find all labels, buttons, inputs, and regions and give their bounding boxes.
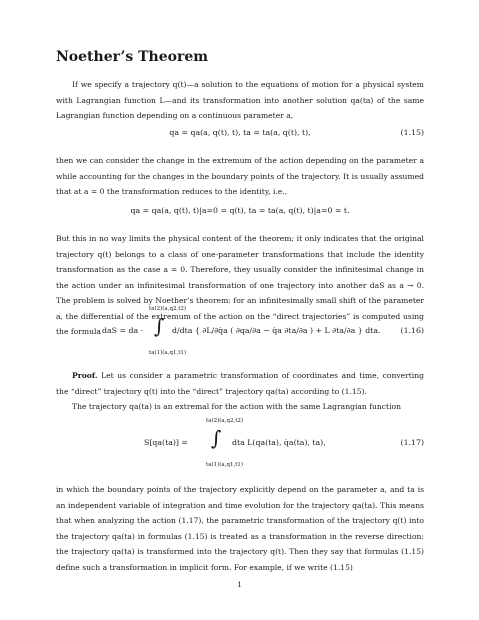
proof-label: Proof. — [72, 371, 98, 380]
paragraph-text: The trajectory qa(ta) is an extremal for the action with the same Lagrangian function — [72, 402, 402, 411]
paragraph-text: Let us consider a parametric transformation of coordinates and time, converting the “direct” trajectory q(t) into the “direct” trajectory qa(ta) according to (1.15). — [56, 371, 424, 396]
page-number: 1 — [237, 580, 242, 589]
integral-lower-limit: ta(1)(a,q1,t1) — [206, 462, 244, 468]
equation-1-15 — [56, 128, 424, 142]
paragraph-intro — [56, 77, 424, 124]
equation-1-17 — [56, 418, 424, 474]
equation-body: qa = qa(a, q(t), t)|a=0 = q(t), ta = ta(a, q(t), t)|a=0 = t. — [130, 206, 350, 215]
equation-lhs: daS = da · — [102, 326, 144, 335]
equation-rhs: dta L(qa(ta), q̇a(ta), ta), — [232, 438, 326, 447]
integral-sign: ∫ — [154, 314, 165, 338]
equation-rhs: d/dta { ∂L/∂q̇a ( ∂qa/∂a − q̇a ∂ta/∂a ) + L ∂ta/∂a } dta. — [172, 326, 381, 335]
equation-body: qa = qa(a, q(t), t), ta = ta(a, q(t), t), — [169, 128, 311, 137]
paragraph-text: then we can consider the change in the extremum of the action depending on the parameter a while accounting for the changes in the boundary points of the trajectory. It is usually assumed that at a = 0 the transformation reduces to the identity, i.e., — [56, 156, 424, 196]
page-title: Noether’s Theorem — [56, 49, 209, 65]
paragraph-text: in which the boundary points of the trajectory explicitly depend on the parameter a, and ta is an independent variable of integration and time evolution for the trajectory qa(ta). This means that when analyzing the action (1.17), the parametric transformation of the trajectory q(t) into the trajectory qa(ta) in formulas (1.15) is treated as a transformation in the reverse direction: the trajectory qa(ta) is transformed into the trajectory q(t). Then they say that formulas (1.15) define such a transformation in implicit form. For example, if we write (1.15) — [56, 485, 424, 572]
equation-number: (1.17) — [400, 438, 424, 447]
integral-sign: ∫ — [211, 426, 222, 450]
paragraph-proof — [56, 368, 424, 415]
integral-upper-limit: ta(2)(a,q2,t2) — [206, 418, 244, 424]
equation-number: (1.16) — [400, 326, 424, 335]
paragraph-text: But this in no way limits the physical content of the theorem; it only indicates that the original trajectory q(t) belongs to a class of one-parameter transformations that include the identity transformation as the case a = 0. Therefore, they usually consider the infinitesimal change in the action under an infinitesimal transformation of one trajectory into another daS as a → 0. The problem is solved by Noether’s theorem: for an infinitesimally small shift of the parameter a, the differential of the extremum of the action on the “direct trajectories” is computed using the formula — [56, 234, 424, 336]
equation-number: (1.15) — [400, 128, 424, 137]
paragraph-change — [56, 153, 424, 200]
integral-lower-limit: ta(1)(a,q1,t1) — [149, 350, 187, 356]
paragraph-text: If we specify a trajectory q(t)—a solution to the equations of motion for a physical system with Lagrangian function L—and its transformation into another solution qa(ta) of the same Lagrangian function depending on a continuous parameter a, — [56, 80, 424, 120]
equation-identity — [56, 206, 424, 220]
equation-lhs: S[qa(ta)] = — [144, 438, 188, 447]
paragraph-boundary — [56, 482, 424, 575]
equation-1-16 — [56, 306, 424, 362]
integral-upper-limit: ta(2)(a,q2,t2) — [149, 306, 187, 312]
